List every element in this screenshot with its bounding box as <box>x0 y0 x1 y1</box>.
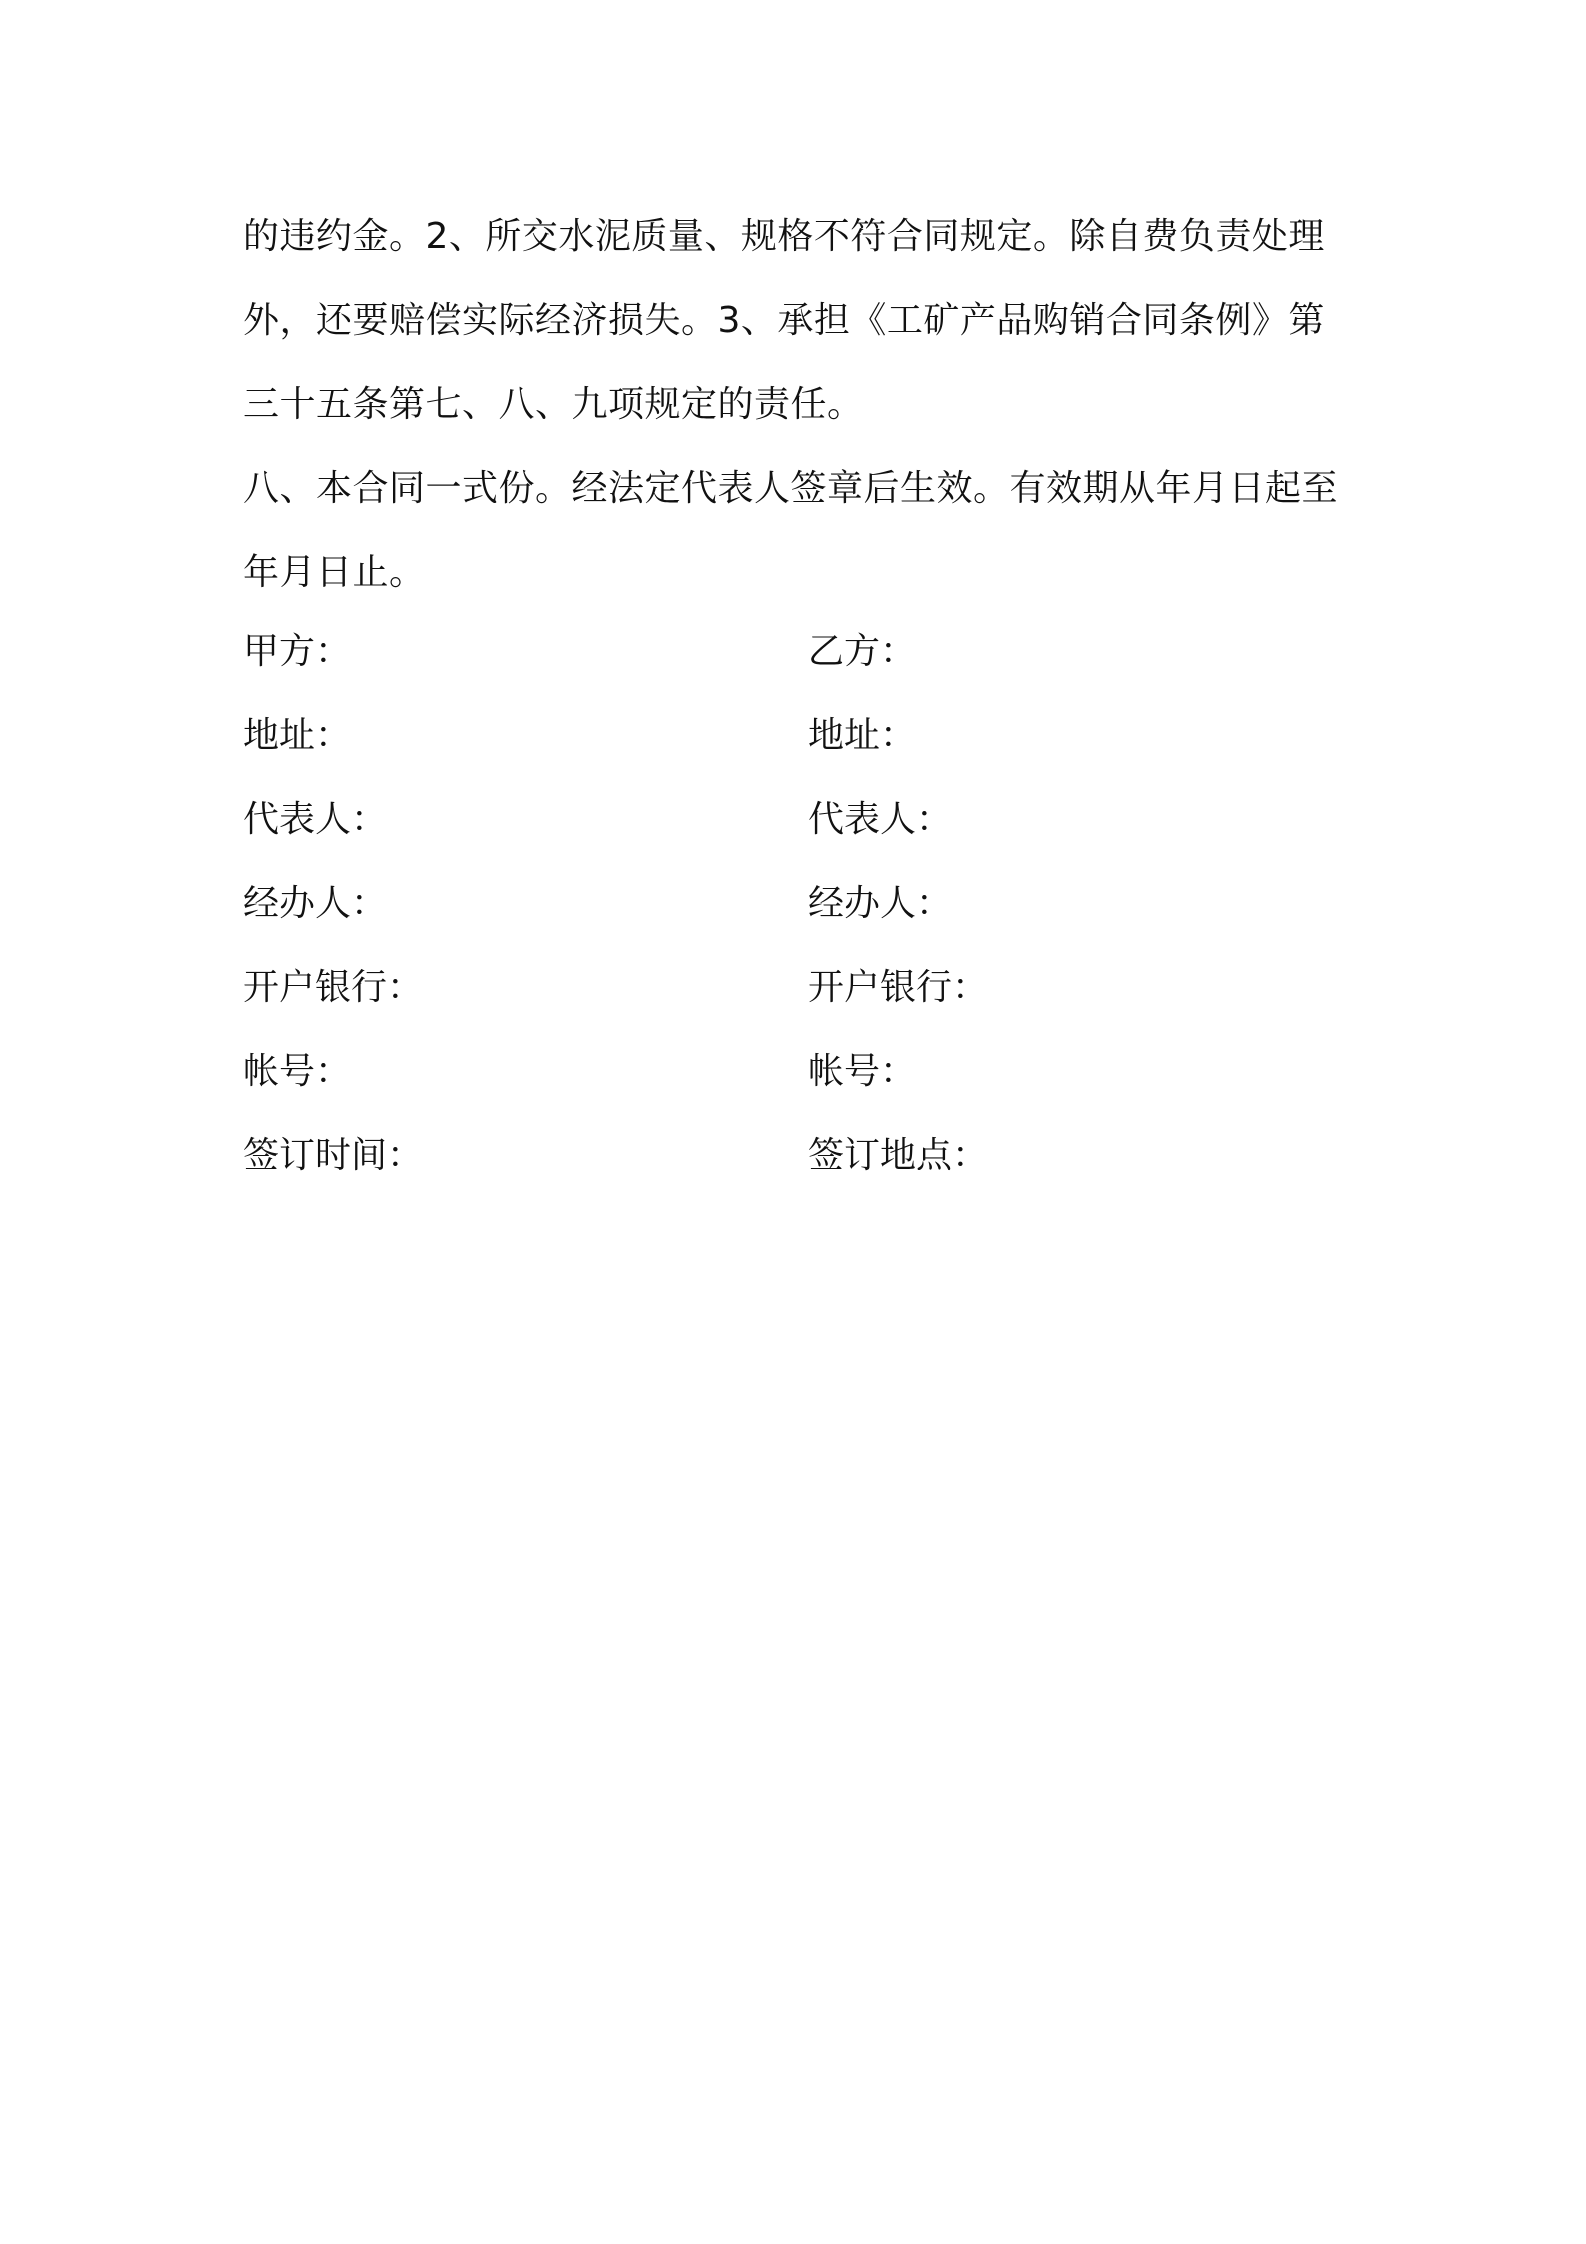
signature-row-bank <box>243 946 1363 1030</box>
signature-row-address <box>243 694 1363 778</box>
party-a-agent-label: 经办人： <box>243 883 388 924</box>
party-b-bank-label: 开户银行： <box>808 967 989 1008</box>
contract-body-text <box>243 195 1363 615</box>
signature-block <box>243 610 1363 1198</box>
party-b-representative-label: 代表人： <box>808 799 953 840</box>
party-b-account-label: 帐号： <box>808 1051 917 1092</box>
sign-place-label: 签订地点： <box>808 1135 989 1176</box>
signature-row-time-place <box>243 1114 1363 1198</box>
paragraph-line: 八、本合同一式份。经法定代表人签章后生效。有效期从年月日起至 <box>243 468 1339 509</box>
party-a-representative-label: 代表人： <box>243 799 388 840</box>
signature-row-representative <box>243 778 1363 862</box>
party-b-label: 乙方： <box>808 631 917 672</box>
party-a-account-label: 帐号： <box>243 1051 352 1092</box>
sign-time-label: 签订时间： <box>243 1135 424 1176</box>
party-b-agent-label: 经办人： <box>808 883 953 924</box>
signature-row-agent <box>243 862 1363 946</box>
party-b-address-label: 地址： <box>808 715 917 756</box>
paragraph-line: 外，还要赔偿实际经济损失。3、承担《工矿产品购销合同条例》第 <box>243 300 1325 341</box>
signature-row-party <box>243 610 1363 694</box>
paragraph-line: 年月日止。 <box>243 552 426 593</box>
paragraph-line: 的违约金。2、所交水泥质量、规格不符合同规定。除自费负责处理 <box>243 216 1325 257</box>
party-a-label: 甲方： <box>243 631 352 672</box>
paragraph-line: 三十五条第七、八、九项规定的责任。 <box>243 384 864 425</box>
party-a-address-label: 地址： <box>243 715 352 756</box>
party-a-bank-label: 开户银行： <box>243 967 424 1008</box>
signature-row-account <box>243 1030 1363 1114</box>
